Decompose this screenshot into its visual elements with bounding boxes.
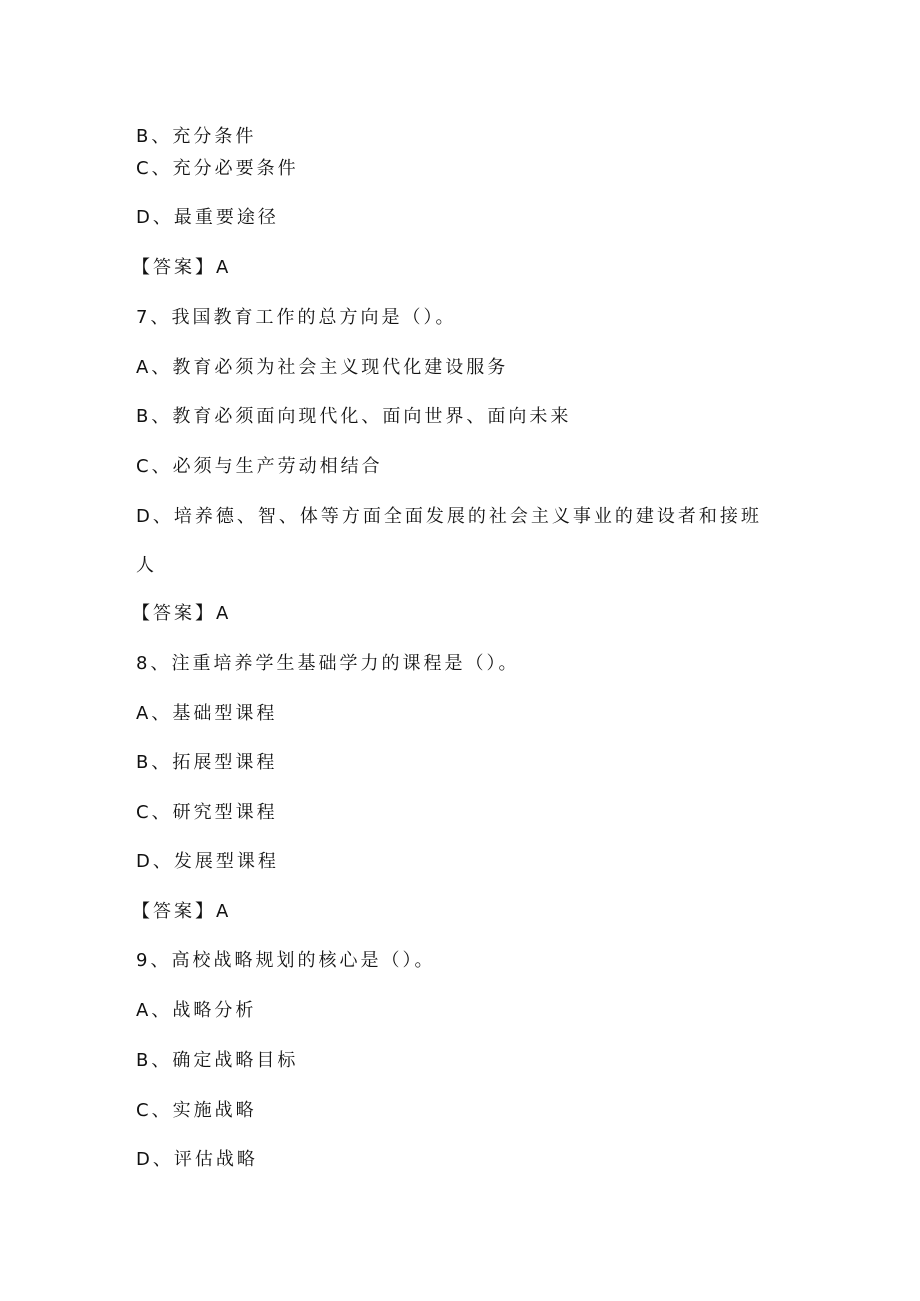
- option-d-q9: D、评估战略: [136, 1149, 258, 1170]
- option-d-q7-continued: 人: [136, 555, 157, 576]
- question-8: 8、注重培养学生基础学力的课程是（）。: [136, 653, 520, 674]
- option-a-q8: A、基础型课程: [136, 703, 278, 724]
- question-9: 9、高校战略规划的核心是（）。: [136, 950, 436, 971]
- option-d-q6: D、最重要途径: [136, 207, 279, 228]
- option-c-q7: C、必须与生产劳动相结合: [136, 456, 383, 477]
- option-b-q9: B、确定战略目标: [136, 1050, 299, 1071]
- option-b-q8: B、拓展型课程: [136, 752, 278, 773]
- answer-q6: 【答案】A: [132, 257, 232, 278]
- option-c-q9: C、实施战略: [136, 1100, 257, 1121]
- option-a-q7: A、教育必须为社会主义现代化建设服务: [136, 357, 509, 378]
- option-b-q6: B、充分条件: [136, 126, 257, 147]
- question-7: 7、我国教育工作的总方向是（）。: [136, 307, 457, 328]
- option-c-q6: C、充分必要条件: [136, 158, 299, 179]
- option-d-q8: D、发展型课程: [136, 851, 279, 872]
- answer-q8: 【答案】A: [132, 901, 232, 922]
- option-c-q8: C、研究型课程: [136, 802, 278, 823]
- option-a-q9: A、战略分析: [136, 1000, 257, 1021]
- option-b-q7: B、教育必须面向现代化、面向世界、面向未来: [136, 406, 572, 427]
- option-d-q7: D、培养德、智、体等方面全面发展的社会主义事业的建设者和接班: [136, 506, 762, 527]
- answer-q7: 【答案】A: [132, 603, 232, 624]
